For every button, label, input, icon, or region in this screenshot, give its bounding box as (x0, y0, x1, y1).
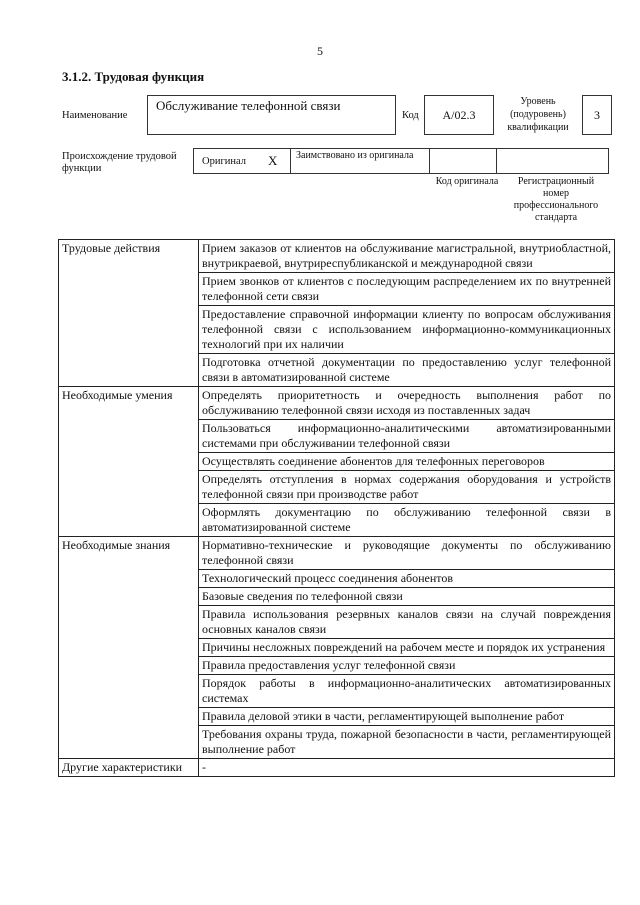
category-cell: Другие характеристики (59, 759, 199, 777)
table-row (59, 759, 615, 777)
item-cell: Правила предоставления услуг телефонной связи (199, 657, 615, 675)
borrowed-cell (290, 148, 430, 174)
original-mark: Х (268, 153, 278, 168)
level-field: 3 (582, 95, 612, 135)
original-cell (193, 148, 291, 174)
name-field: Обслуживание телефонной связи (147, 95, 396, 135)
code-label: Код (402, 110, 419, 121)
item-cell: Определять отступления в нормах содержания оборудования и устройств телефонной связи при производстве работ (199, 471, 615, 504)
item-cell: Предоставление справочной информации клиенту по вопросам обслуживания телефонной связи с использованием информационно-коммуникационных технологий при их наличии (199, 306, 615, 354)
origin-label: Происхождение трудовой функции (62, 151, 177, 174)
item-cell: Порядок работы в информационно-аналитических автоматизированных системах (199, 675, 615, 708)
category-cell: Необходимые умения (59, 387, 199, 537)
item-cell: Прием звонков от клиентов с последующим распределением их по внутренней телефонной сети связи (199, 273, 615, 306)
table-row (59, 387, 615, 420)
item-cell: Базовые сведения по телефонной связи (199, 588, 615, 606)
section-title: 3.1.2. Трудовая функция (62, 69, 205, 84)
item-cell: Оформлять документацию по обслуживанию телефонной связи в автоматизированной системе (199, 504, 615, 537)
table-row (59, 240, 615, 273)
item-cell: Правила деловой этики в части, регламентирующей выполнение работ (199, 708, 615, 726)
origin-row (194, 148, 609, 174)
code-original-label: Код оригинала (435, 176, 499, 187)
item-cell: Технологический процесс соединения абонентов (199, 570, 615, 588)
item-cell: Требования охраны труда, пожарной безопасности в части, регламентирующей выполнение работ (199, 726, 615, 759)
reg-number-cell (496, 148, 609, 174)
item-cell: Осуществлять соединение абонентов для телефонных переговоров (199, 453, 615, 471)
level-label: Уровень (подуровень) квалификации (507, 96, 569, 133)
item-cell: - (199, 759, 615, 777)
category-cell: Трудовые действия (59, 240, 199, 387)
category-cell: Необходимые знания (59, 537, 199, 759)
item-cell: Причины несложных повреждений на рабочем месте и порядок их устранения (199, 639, 615, 657)
reg-number-label: Регистрационный номер профессионального стандарта (513, 176, 599, 223)
original-label: Оригинал (202, 155, 246, 167)
item-cell: Определять приоритетность и очередность выполнения работ по обслуживанию телефонной связи исходя из поставленных задач (199, 387, 615, 420)
name-label: Наименование (62, 110, 128, 121)
code-original-cell (429, 148, 497, 174)
function-table (58, 239, 615, 777)
item-cell: Подготовка отчетной документации по предоставлению услуг телефонной связи в автоматизированной системе (199, 354, 615, 387)
item-cell: Правила использования резервных каналов связи на случай повреждения основных каналов связи (199, 606, 615, 639)
item-cell: Пользоваться информационно-аналитическими автоматизированными системами при обслуживании телефонной связи (199, 420, 615, 453)
item-cell: Нормативно-технические и руководящие документы по обслуживанию телефонной связи (199, 537, 615, 570)
page-number: 5 (317, 44, 323, 58)
code-field: А/02.3 (424, 95, 494, 135)
table-row (59, 537, 615, 570)
item-cell: Прием заказов от клиентов на обслуживание магистральной, внутриобластной, внутрикраевой, внутриреспубликанской и международной связи (199, 240, 615, 273)
borrowed-label: Заимствовано из оригинала (296, 150, 414, 161)
